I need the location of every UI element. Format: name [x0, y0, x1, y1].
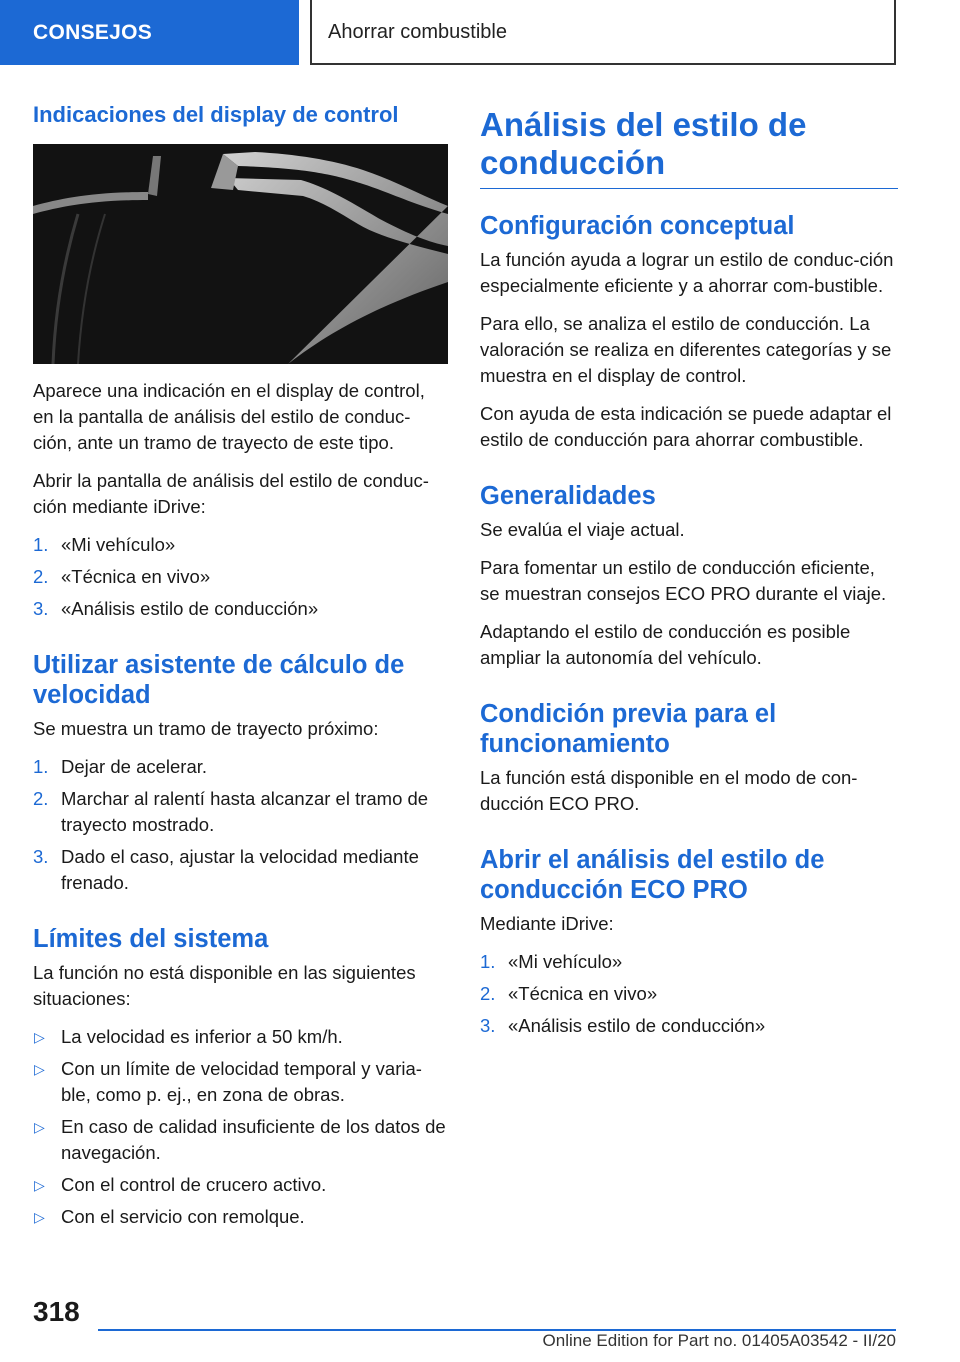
page-header-title: Ahorrar combustible [310, 0, 896, 65]
section-tab: CONSEJOS [0, 0, 299, 65]
heading-open-analysis: Abrir el análisis del estilo de conducción ECO PRO [480, 846, 825, 904]
step-number: 3. [33, 598, 49, 619]
footer-edition: Online Edition for Part no. 01405A03542 - II/20 [542, 1331, 896, 1350]
bullet-text: Con el servicio con remolque. [61, 1206, 305, 1227]
paragraph: Con ayuda de esta indicación se puede adaptar el estilo de conducción para ahorrar combustible. [480, 403, 892, 450]
list-item [480, 949, 898, 975]
right-column [480, 100, 898, 1051]
road-graphic [33, 144, 448, 364]
step-number: 2. [33, 788, 49, 809]
triangle-right-icon: ▷ [34, 1119, 45, 1135]
list-item [33, 1024, 448, 1050]
list-item [33, 1056, 448, 1108]
step-number: 1. [33, 534, 49, 555]
step-text: «Mi vehículo» [508, 951, 623, 972]
step-text: «Técnica en vivo» [508, 983, 658, 1004]
chapter-title: Análisis del estilo de conducción [480, 106, 898, 189]
paragraph: Aparece una indicación en el display de control, en la pantalla de análisis del estilo de conduc-ción, ante un tramo de trayecto de este tipo. [33, 380, 425, 453]
step-number: 1. [480, 951, 496, 972]
step-text: «Técnica en vivo» [61, 566, 211, 587]
steps-list [33, 754, 448, 896]
list-item [480, 981, 898, 1007]
steps-list [480, 949, 898, 1039]
list-item [33, 532, 448, 558]
list-item [33, 844, 448, 896]
step-number: 3. [480, 1015, 496, 1036]
heading-system-limits: Límites del sistema [33, 925, 269, 953]
heading-speed-assistant: Utilizar asistente de cálculo de velocidad [33, 651, 405, 709]
list-item [33, 564, 448, 590]
step-number: 2. [480, 983, 496, 1004]
step-number: 2. [33, 566, 49, 587]
step-text: «Análisis estilo de conducción» [61, 598, 319, 619]
paragraph: La función ayuda a lograr un estilo de conduc-ción especialmente eficiente y a ahorrar com-bustible. [480, 249, 894, 296]
paragraph: Para fomentar un estilo de conducción eficiente, se muestran consejos ECO PRO durante el viaje. [480, 557, 887, 604]
road-section-illustration [33, 144, 448, 364]
paragraph: Abrir la pantalla de análisis del estilo de conduc-ción mediante iDrive: [33, 470, 429, 517]
step-number: 1. [33, 756, 49, 777]
bullet-text: En caso de calidad insuficiente de los datos de navegación. [61, 1116, 446, 1163]
list-item [33, 754, 448, 780]
list-item [33, 596, 448, 622]
list-item [33, 1114, 448, 1166]
list-item [33, 1172, 448, 1198]
paragraph: Se evalúa el viaje actual. [480, 519, 685, 540]
list-item [480, 1013, 898, 1039]
step-text: Marchar al ralentí hasta alcanzar el tramo de trayecto mostrado. [61, 788, 429, 835]
paragraph: Mediante iDrive: [480, 913, 614, 934]
paragraph: Para ello, se analiza el estilo de conducción. La valoración se realiza en diferentes categorías y se muestra en el display de control. [480, 313, 892, 386]
step-text: Dejar de acelerar. [61, 756, 208, 777]
page-number: 318 [33, 1296, 80, 1327]
step-text: «Mi vehículo» [61, 534, 176, 555]
bullet-text: Con un límite de velocidad temporal y varia-ble, como p. ej., en zona de obras. [61, 1058, 422, 1105]
limits-list [33, 1024, 448, 1230]
list-item [33, 786, 448, 838]
bullet-text: Con el control de crucero activo. [61, 1174, 327, 1195]
triangle-right-icon: ▷ [34, 1061, 45, 1077]
triangle-right-icon: ▷ [34, 1029, 45, 1045]
step-text: Dado el caso, ajustar la velocidad mediante frenado. [61, 846, 419, 893]
paragraph: La función no está disponible en las siguientes situaciones: [33, 962, 416, 1009]
paragraph: Se muestra un tramo de trayecto próximo: [33, 718, 379, 739]
left-column [33, 100, 448, 1242]
bullet-text: La velocidad es inferior a 50 km/h. [61, 1026, 343, 1047]
triangle-right-icon: ▷ [34, 1177, 45, 1193]
paragraph: La función está disponible en el modo de con-ducción ECO PRO. [480, 767, 858, 814]
heading-general: Generalidades [480, 482, 656, 510]
heading-precondition: Condición previa para el funcionamiento [480, 700, 777, 758]
triangle-right-icon: ▷ [34, 1209, 45, 1225]
paragraph: Adaptando el estilo de conducción es posible ampliar la autonomía del vehículo. [480, 621, 851, 668]
heading-concept: Configuración conceptual [480, 212, 795, 240]
steps-list [33, 532, 448, 622]
heading-display-indications: Indicaciones del display de control [33, 102, 399, 127]
step-text: «Análisis estilo de conducción» [508, 1015, 766, 1036]
step-number: 3. [33, 846, 49, 867]
list-item [33, 1204, 448, 1230]
